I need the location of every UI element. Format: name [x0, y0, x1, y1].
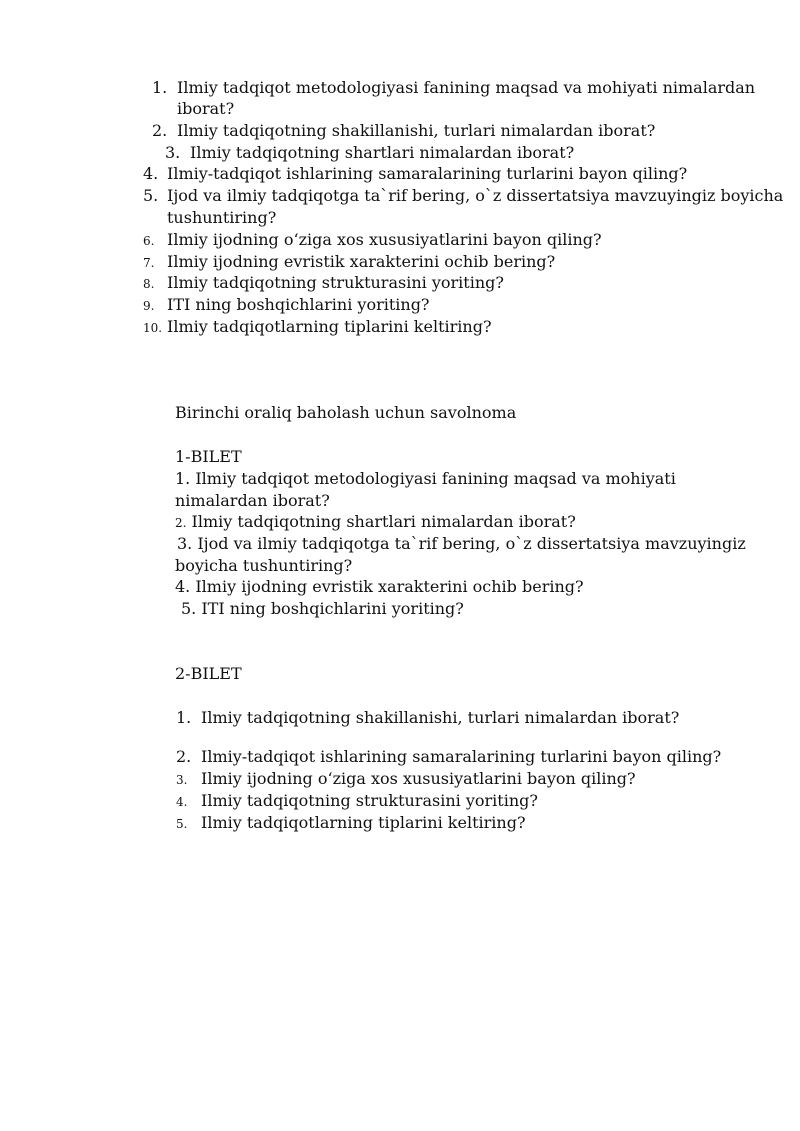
list-text: Ilmiy tadqiqotning shartlari nimalardan iborat?	[190, 143, 575, 162]
list-item	[143, 294, 430, 317]
list-text: Ilmiy ijodning o‘ziga xos xususiyatlarini bayon qiling?	[167, 230, 602, 249]
list-text: Ilmiy tadqiqotning shakillanishi, turlari nimalardan iborat?	[177, 121, 656, 140]
list-number: 10.	[143, 321, 163, 335]
list-number: 1.	[152, 78, 168, 97]
list-text: Ilmiy tadqiqotning strukturasini yoriting?	[201, 791, 538, 810]
list-text-continuation: nimalardan iborat?	[175, 491, 330, 510]
list-text: Ilmiy tadqiqotlarning tiplarini keltiring?	[201, 813, 526, 832]
list-text: Ijod va ilmiy tadqiqotga ta`rif bering, o`z dissertatsiya mavzuyingiz	[197, 534, 746, 553]
list-item	[176, 790, 538, 813]
list-number: 3.	[165, 143, 181, 162]
list-item	[176, 768, 636, 791]
list-number: 3.	[176, 773, 188, 787]
list-number: 3.	[177, 534, 193, 553]
list-item	[152, 77, 756, 98]
list-number: 5.	[176, 817, 188, 831]
list-item	[181, 598, 464, 619]
list-number: 6.	[143, 234, 155, 248]
list-number: 2.	[176, 747, 192, 766]
list-text: Ilmiy tadqiqotning shartlari nimalardan iborat?	[191, 512, 576, 531]
list-number: 8.	[143, 277, 155, 291]
list-item	[143, 185, 784, 206]
list-text: ITI ning boshqichlarini yoriting?	[167, 295, 430, 314]
list-number: 4.	[175, 577, 191, 596]
list-number: 4.	[176, 795, 188, 809]
list-number: 4.	[143, 164, 159, 183]
list-number: 5.	[181, 599, 197, 618]
list-text: Ilmiy-tadqiqot ishlarining samaralarining turlarini bayon qiling?	[167, 164, 688, 183]
list-text: Ilmiy tadqiqot metodologiyasi fanining maqsad va mohiyati nimalardan	[177, 78, 756, 97]
list-item	[165, 142, 575, 163]
list-text: Ilmiy-tadqiqot ishlarining samaralarining turlarini bayon qiling?	[201, 747, 722, 766]
list-item	[143, 163, 688, 184]
bilet-heading: 1-BILET	[175, 447, 242, 466]
list-item	[143, 229, 602, 252]
list-text: Ijod va ilmiy tadqiqotga ta`rif bering, o`z dissertatsiya mavzuyingiz boyicha	[167, 186, 784, 205]
list-item	[175, 468, 676, 489]
list-item	[175, 511, 576, 534]
list-item	[143, 251, 556, 274]
list-item	[176, 746, 722, 767]
list-number: 2.	[175, 516, 187, 530]
list-item	[176, 812, 526, 835]
list-number: 1.	[176, 708, 192, 727]
list-text: Ilmiy tadqiqot metodologiyasi fanining maqsad va mohiyati	[195, 469, 676, 488]
section-title: Birinchi oraliq baholash uchun savolnoma	[175, 403, 517, 422]
list-text: Ilmiy ijodning o‘ziga xos xususiyatlarini bayon qiling?	[201, 769, 636, 788]
list-number: 7.	[143, 256, 155, 270]
list-item	[176, 707, 680, 728]
list-text: Ilmiy tadqiqotning strukturasini yoriting?	[167, 273, 504, 292]
list-text-continuation: tushuntiring?	[167, 208, 277, 227]
list-item	[152, 120, 656, 141]
list-text: Ilmiy tadqiqotning shakillanishi, turlari nimalardan iborat?	[201, 708, 680, 727]
bilet-heading: 2-BILET	[175, 664, 242, 683]
list-item	[177, 533, 746, 554]
list-item	[175, 576, 584, 597]
list-text: Ilmiy ijodning evristik xarakterini ochib bering?	[167, 252, 556, 271]
list-text-continuation: iborat?	[177, 99, 235, 118]
list-number: 2.	[152, 121, 168, 140]
list-text-continuation: boyicha tushuntiring?	[175, 556, 353, 575]
list-number: 5.	[143, 186, 159, 205]
list-text: ITI ning boshqichlarini yoriting?	[201, 599, 464, 618]
list-text: Ilmiy ijodning evristik xarakterini ochib bering?	[195, 577, 584, 596]
list-number: 1.	[175, 469, 191, 488]
list-text: Ilmiy tadqiqotlarning tiplarini keltiring?	[167, 317, 492, 336]
list-item	[143, 316, 492, 339]
list-number: 9.	[143, 299, 155, 313]
list-item	[143, 272, 504, 295]
